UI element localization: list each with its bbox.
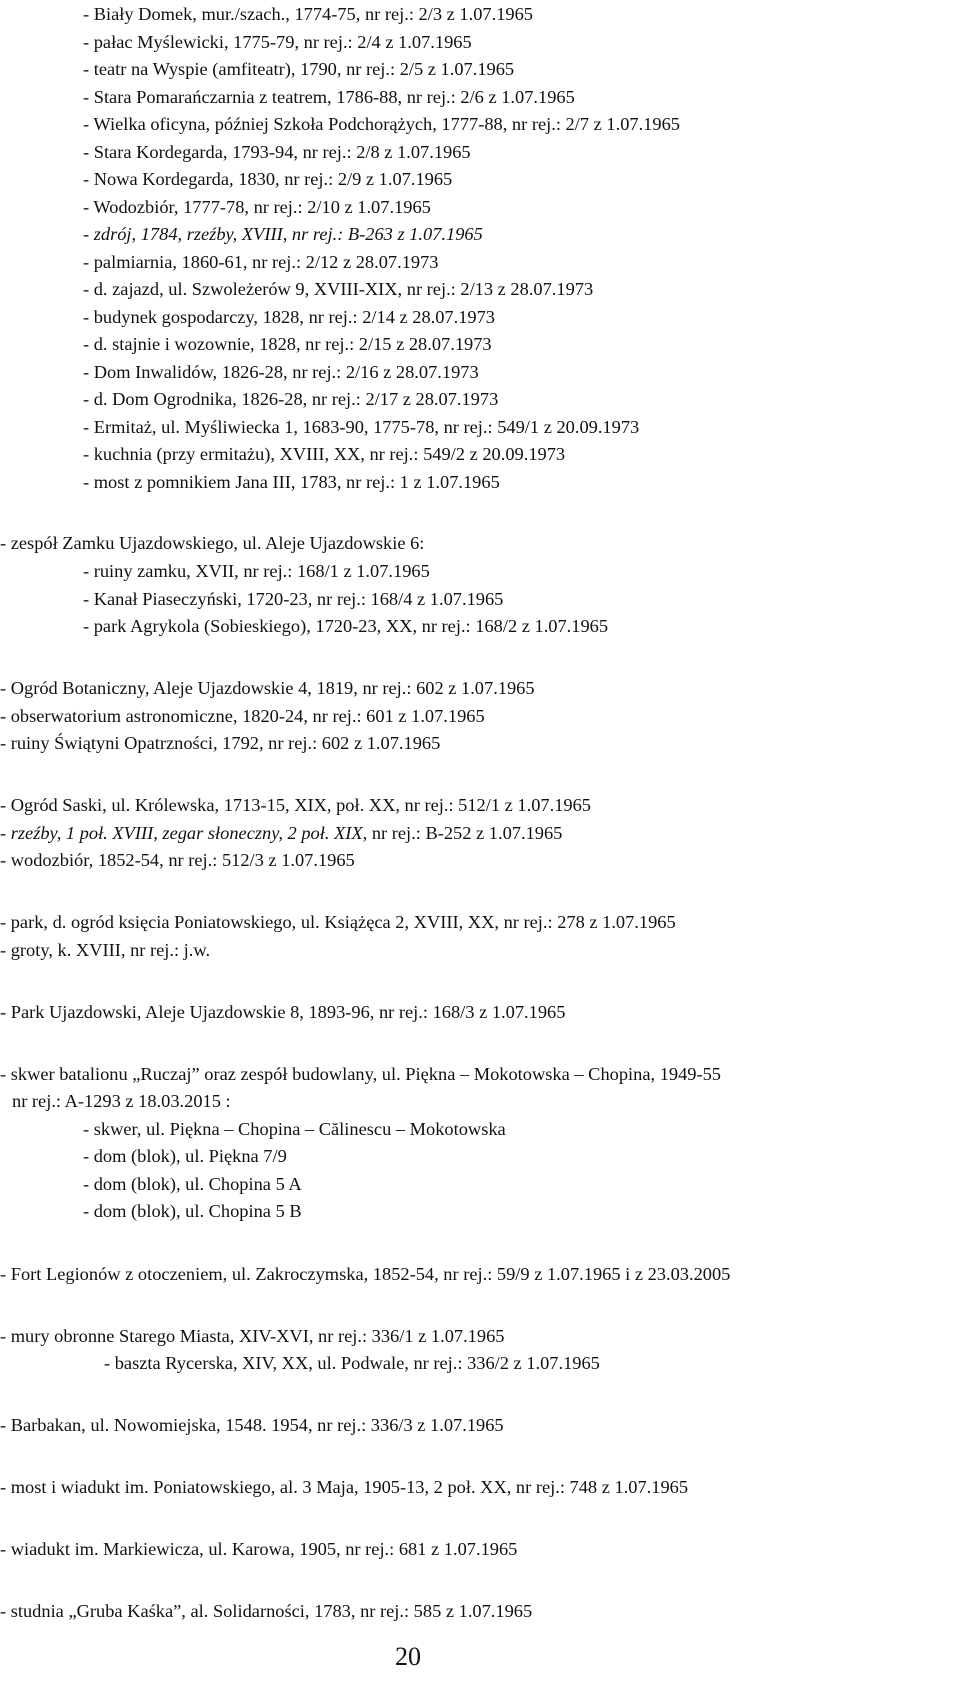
text-line: - Ermitaż, ul. Myśliwiecka 1, 1683-90, 1775-78, nr rej.: 549/1 z 20.09.1973 bbox=[83, 417, 640, 437]
text-line: - dom (blok), ul. Piękna 7/9 bbox=[83, 1146, 287, 1166]
text-segment: nr rej.: B-252 z 1.07.1965 bbox=[367, 823, 563, 843]
text-line: - most i wiadukt im. Poniatowskiego, al. 3 Maja, 1905-13, 2 poł. XX, nr rej.: 748 z 1.07.1965 bbox=[0, 1477, 689, 1497]
text-line: - teatr na Wyspie (amfiteatr), 1790, nr rej.: 2/5 z 1.07.1965 bbox=[83, 59, 515, 79]
text-line: - Barbakan, ul. Nowomiejska, 1548. 1954, nr rej.: 336/3 z 1.07.1965 bbox=[0, 1415, 504, 1435]
text-line: - kuchnia (przy ermitażu), XVIII, XX, nr rej.: 549/2 z 20.09.1973 bbox=[83, 444, 566, 464]
text-line: - Kanał Piaseczyński, 1720-23, nr rej.: 168/4 z 1.07.1965 bbox=[83, 589, 504, 609]
text-line: - Nowa Kordegarda, 1830, nr rej.: 2/9 z 1.07.1965 bbox=[83, 169, 453, 189]
text-line: - most z pomnikiem Jana III, 1783, nr rej.: 1 z 1.07.1965 bbox=[83, 472, 500, 492]
text-line: - mury obronne Starego Miasta, XIV-XVI, nr rej.: 336/1 z 1.07.1965 bbox=[0, 1326, 505, 1346]
text-line: - palmiarnia, 1860-61, nr rej.: 2/12 z 28.07.1973 bbox=[83, 252, 439, 272]
text-line: - Wodozbiór, 1777-78, nr rej.: 2/10 z 1.07.1965 bbox=[83, 197, 431, 217]
page-number: 20 bbox=[395, 1642, 421, 1671]
text-line: - studnia „Gruba Kaśka”, al. Solidarności, 1783, nr rej.: 585 z 1.07.1965 bbox=[0, 1601, 533, 1621]
text-line: - park Agrykola (Sobieskiego), 1720-23, XX, nr rej.: 168/2 z 1.07.1965 bbox=[83, 616, 609, 636]
text-line: - Fort Legionów z otoczeniem, ul. Zakroczymska, 1852-54, nr rej.: 59/9 z 1.07.1965 i z 23.03.2005 bbox=[0, 1264, 731, 1284]
text-line: - pałac Myślewicki, 1775-79, nr rej.: 2/4 z 1.07.1965 bbox=[83, 32, 472, 52]
text-line: - Stara Kordegarda, 1793-94, nr rej.: 2/8 z 1.07.1965 bbox=[83, 142, 471, 162]
text-line: - Park Ujazdowski, Aleje Ujazdowskie 8, 1893-96, nr rej.: 168/3 z 1.07.1965 bbox=[0, 1002, 566, 1022]
text-line: - park, d. ogród księcia Poniatowskiego, ul. Książęca 2, XVIII, XX, nr rej.: 278 z 1.07.1965 bbox=[0, 912, 676, 932]
text-line: - d. zajazd, ul. Szwoleżerów 9, XVIII-XIX, nr rej.: 2/13 z 28.07.1973 bbox=[83, 279, 594, 299]
text-line: - Dom Inwalidów, 1826-28, nr rej.: 2/16 z 28.07.1973 bbox=[83, 362, 479, 382]
text-line: - budynek gospodarczy, 1828, nr rej.: 2/14 z 28.07.1973 bbox=[83, 307, 496, 327]
text-line: - Wielka oficyna, później Szkoła Podchorążych, 1777-88, nr rej.: 2/7 z 1.07.1965 bbox=[83, 114, 680, 134]
text-line: - dom (blok), ul. Chopina 5 B bbox=[83, 1201, 302, 1221]
text-line: - skwer, ul. Piękna – Chopina – Călinescu – Mokotowska bbox=[83, 1119, 506, 1139]
text-line: - Ogród Saski, ul. Królewska, 1713-15, XIX, poł. XX, nr rej.: 512/1 z 1.07.1965 bbox=[0, 795, 591, 815]
text-line: - ruiny zamku, XVII, nr rej.: 168/1 z 1.07.1965 bbox=[83, 561, 430, 581]
text-line: nr rej.: A-1293 z 18.03.2015 : bbox=[12, 1091, 231, 1111]
text-line: - d. stajnie i wozownie, 1828, nr rej.: 2/15 z 28.07.1973 bbox=[83, 334, 492, 354]
text-line: - zespół Zamku Ujazdowskiego, ul. Aleje Ujazdowskie 6: bbox=[0, 533, 425, 553]
text-line: - Ogród Botaniczny, Aleje Ujazdowskie 4, 1819, nr rej.: 602 z 1.07.1965 bbox=[0, 678, 535, 698]
italic-segment: - rzeźby, 1 poł. XVIII, zegar słoneczny, 2 poł. XIX, bbox=[0, 823, 368, 843]
text-line: - d. Dom Ogrodnika, 1826-28, nr rej.: 2/17 z 28.07.1973 bbox=[83, 389, 499, 409]
text-line: - wodozbiór, 1852-54, nr rej.: 512/3 z 1.07.1965 bbox=[0, 850, 355, 870]
text-line: - zdrój, 1784, rzeźby, XVIII, nr rej.: B-263 z 1.07.1965 bbox=[83, 224, 483, 244]
text-line: - Biały Domek, mur./szach., 1774-75, nr rej.: 2/3 z 1.07.1965 bbox=[83, 4, 533, 24]
text-line: - baszta Rycerska, XIV, XX, ul. Podwale, nr rej.: 336/2 z 1.07.1965 bbox=[104, 1353, 600, 1373]
text-line: - obserwatorium astronomiczne, 1820-24, nr rej.: 601 z 1.07.1965 bbox=[0, 706, 485, 726]
text-line bbox=[0, 822, 562, 844]
text-line: - wiadukt im. Markiewicza, ul. Karowa, 1905, nr rej.: 681 z 1.07.1965 bbox=[0, 1539, 518, 1559]
text-line: - skwer batalionu „Ruczaj” oraz zespół budowlany, ul. Piękna – Mokotowska – Chopina, 1949-55 bbox=[0, 1064, 721, 1084]
text-line: - Stara Pomarańczarnia z teatrem, 1786-88, nr rej.: 2/6 z 1.07.1965 bbox=[83, 87, 575, 107]
text-line: - dom (blok), ul. Chopina 5 A bbox=[83, 1174, 302, 1194]
text-line: - ruiny Świątyni Opatrzności, 1792, nr rej.: 602 z 1.07.1965 bbox=[0, 733, 441, 753]
text-line: - groty, k. XVIII, nr rej.: j.w. bbox=[0, 940, 211, 960]
